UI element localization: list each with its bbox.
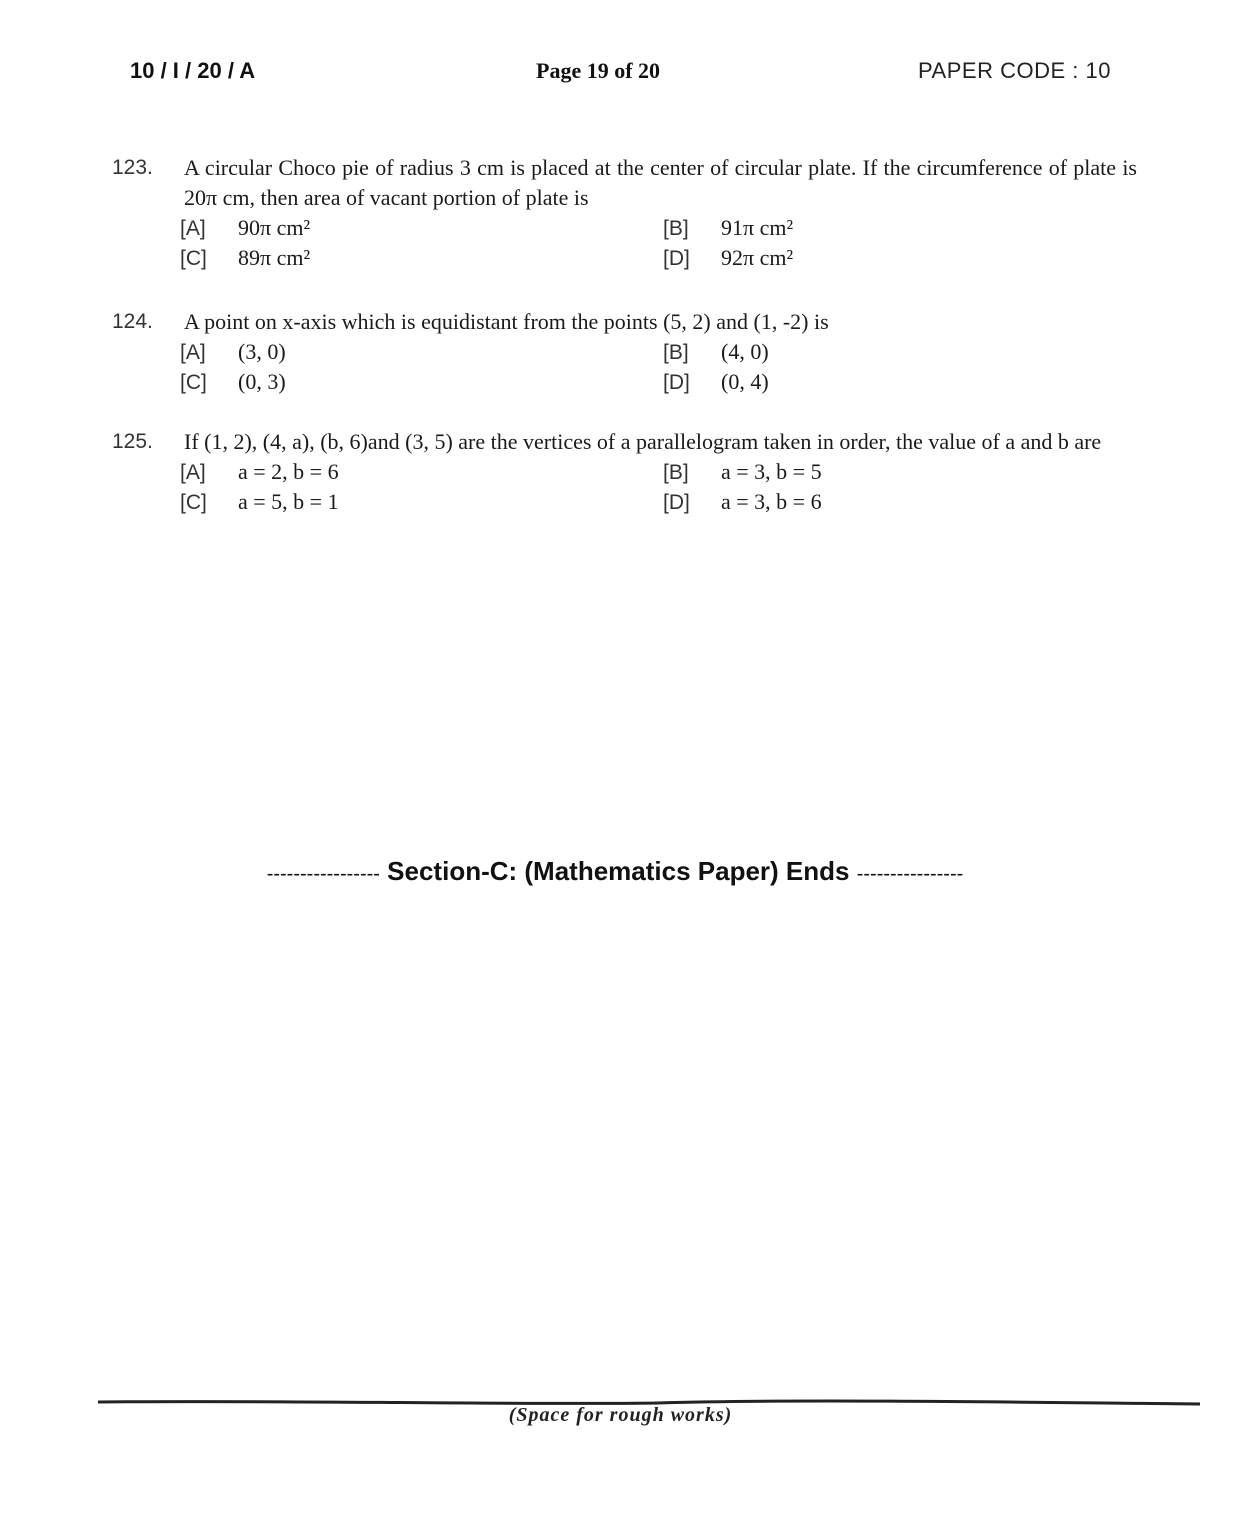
option-value: a = 3, b = 6: [721, 489, 822, 514]
option-label: [A]: [180, 217, 206, 240]
option-d: [663, 487, 822, 518]
option-label: [A]: [180, 341, 206, 364]
option-c: [180, 243, 310, 274]
option-value: (0, 4): [721, 369, 769, 394]
option-b: [663, 457, 822, 488]
question-text: A point on x-axis which is equidistant from the points (5, 2) and (1, -2) is: [184, 309, 829, 334]
option-c: [180, 367, 286, 398]
question-123: [112, 153, 1137, 273]
question-text: A circular Choco pie of radius 3 cm is placed at the center of circular plate. If the circumference of plate is 20π cm, then area of vacant portion of plate is: [184, 155, 1137, 210]
options: [180, 457, 1137, 517]
option-label: [B]: [663, 217, 689, 240]
option-a: [180, 457, 339, 488]
option-label: [D]: [663, 247, 690, 270]
options: [180, 337, 1137, 397]
option-value: a = 5, b = 1: [238, 489, 339, 514]
question-124: [112, 307, 1137, 397]
option-b: [663, 337, 769, 368]
option-value: (0, 3): [238, 369, 286, 394]
question-number: 125.: [112, 430, 153, 453]
option-value: 91π cm²: [721, 215, 794, 240]
option-label: [C]: [180, 491, 207, 514]
option-label: [C]: [180, 247, 207, 270]
option-b: [663, 213, 793, 244]
option-value: a = 3, b = 5: [721, 459, 822, 484]
option-a: [180, 213, 310, 244]
option-value: 92π cm²: [721, 245, 794, 270]
option-label: [C]: [180, 371, 207, 394]
option-label: [A]: [180, 461, 206, 484]
question-125: [112, 427, 1137, 517]
option-label: [D]: [663, 371, 690, 394]
options: [180, 213, 1137, 273]
dash-rule-right: ----------------: [856, 863, 964, 885]
option-value: (4, 0): [721, 339, 769, 364]
question-number: 123.: [112, 156, 153, 179]
option-value: 90π cm²: [238, 215, 311, 240]
question-number: 124.: [112, 310, 153, 333]
paper-set-code: 10 / I / 20 / A: [130, 58, 256, 83]
option-label: [D]: [663, 491, 690, 514]
paper-code: PAPER CODE : 10: [918, 58, 1111, 83]
option-d: [663, 367, 769, 398]
section-end-banner: [215, 856, 1015, 887]
option-label: [B]: [663, 341, 689, 364]
dash-rule-left: -----------------: [266, 863, 380, 885]
section-end-text: Section-C: (Mathematics Paper) Ends: [387, 856, 850, 886]
rough-work-caption: (Space for rough works): [508, 1404, 733, 1426]
question-text: If (1, 2), (4, a), (b, 6)and (3, 5) are the vertices of a parallelogram taken in order, the value of a and b are: [184, 429, 1102, 454]
option-d: [663, 243, 793, 274]
option-value: 89π cm²: [238, 245, 311, 270]
option-value: (3, 0): [238, 339, 286, 364]
option-c: [180, 487, 339, 518]
option-a: [180, 337, 286, 368]
option-label: [B]: [663, 461, 689, 484]
page-number: Page 19 of 20: [536, 58, 661, 83]
option-value: a = 2, b = 6: [238, 459, 339, 484]
